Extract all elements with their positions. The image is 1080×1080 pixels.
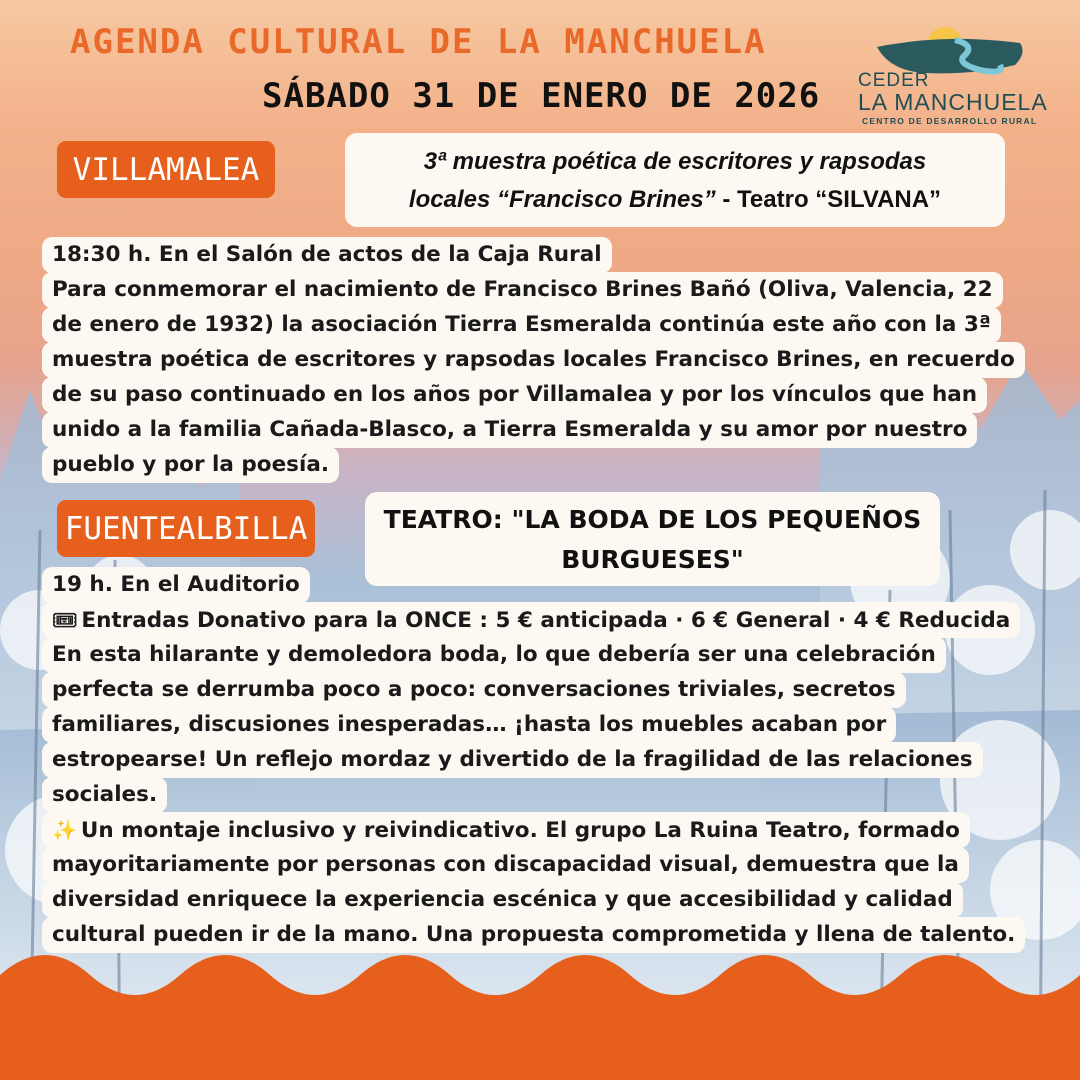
- footer-wave: [0, 945, 1080, 1080]
- event-title-villamalea: [345, 133, 1005, 227]
- logo-text-ceder: CEDER: [858, 70, 930, 91]
- logo-text-subtitle: CENTRO DE DESARROLLO RURAL: [862, 116, 1038, 126]
- event-title-line2-b: - Teatro “SILVANA”: [715, 186, 942, 213]
- inclusive-info-line: [42, 812, 970, 848]
- description-line: sociales.: [42, 777, 167, 813]
- agenda-title: AGENDA CULTURAL DE LA MANCHUELA: [70, 22, 767, 62]
- ticket-info-text: Entradas Donativo para la ONCE : 5 € anticipada · 6 € General · 4 € Reducida: [81, 608, 1011, 633]
- event-title-line2: BURGUESES": [561, 545, 744, 574]
- description-line: de enero de 1932) la asociación Tierra Esmeralda continúa este año con la 3ª: [42, 307, 1001, 343]
- description-line: de su paso continuado en los años por Villamalea y por los vínculos que han: [42, 377, 987, 413]
- logo-text-manchuela: LA MANCHUELA: [858, 89, 1048, 115]
- town-tag-villamalea: VILLAMALEA: [57, 141, 275, 198]
- description-line: cultural pueden ir de la mano. Una propuesta comprometida y llena de talento.: [42, 917, 1025, 953]
- event-title-fuentealbilla: [365, 492, 940, 586]
- description-line: unido a la familia Cañada-Blasco, a Tierra Esmeralda y su amor por nuestro: [42, 412, 977, 448]
- description-line: mayoritariamente por personas con discapacidad visual, demuestra que la: [42, 847, 969, 883]
- ticket-icon: 🎟: [52, 608, 78, 632]
- description-line: Para conmemorar el nacimiento de Francisco Brines Bañó (Oliva, Valencia, 22: [42, 272, 1003, 308]
- event-time-fuentealbilla: 19 h. En el Auditorio: [42, 567, 310, 603]
- event-title-line2: [345, 181, 1005, 219]
- event-time-villamalea: 18:30 h. En el Salón de actos de la Caja Rural: [42, 237, 612, 273]
- event-title-line2-a: locales “Francisco Brines”: [408, 186, 716, 213]
- ticket-info-line: [42, 602, 1020, 638]
- description-line: estropearse! Un reflejo mordaz y divertido de la fragilidad de las relaciones: [42, 742, 983, 778]
- event-date: SÁBADO 31 DE ENERO DE 2026: [262, 76, 821, 116]
- description-line: pueblo y por la poesía.: [42, 447, 339, 483]
- description-line: diversidad enriquece la experiencia escénica y que accesibilidad y calidad: [42, 882, 963, 918]
- event-title-line1: TEATRO: "LA BODA DE LOS PEQUEÑOS: [383, 505, 922, 534]
- inclusive-info-text: Un montaje inclusivo y reivindicativo. El grupo La Ruina Teatro, formado: [80, 818, 960, 843]
- town-tag-fuentealbilla: FUENTEALBILLA: [57, 500, 315, 557]
- description-line: familiares, discusiones inesperadas… ¡hasta los muebles acaban por: [42, 707, 896, 743]
- description-line: muestra poética de escritores y rapsodas locales Francisco Brines, en recuerdo: [42, 342, 1025, 378]
- description-line: En esta hilarante y demoledora boda, lo que debería ser una celebración: [42, 637, 946, 673]
- sparkles-icon: ✨: [52, 818, 77, 842]
- event-title-line1: 3ª muestra poética de escritores y rapsodas: [423, 148, 927, 175]
- description-line: perfecta se derrumba poco a poco: conversaciones triviales, secretos: [42, 672, 906, 708]
